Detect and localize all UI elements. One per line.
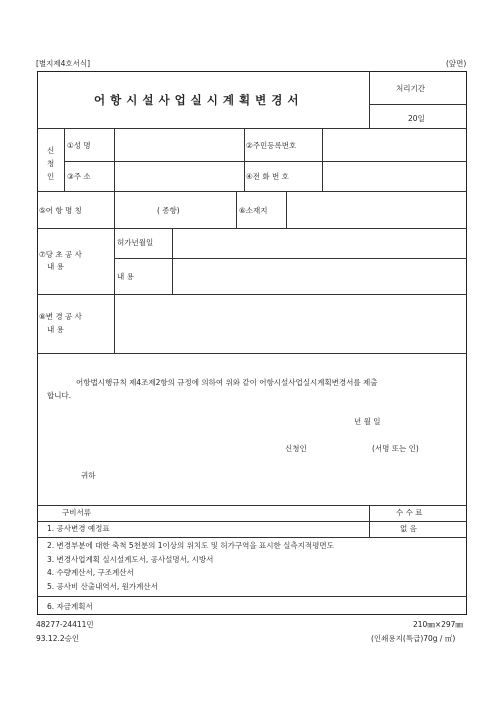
declaration-date: 년 월 일	[354, 417, 381, 426]
original-work-label-1: ⑦당 초 공 사	[39, 250, 82, 259]
applicant-label-1: 신	[47, 146, 55, 155]
page-title: 어 항 시 설 사 업 실 시 계 획 변 경 서	[94, 93, 299, 107]
phone-label: ④전 화 번 호	[246, 172, 289, 181]
document-item: 6. 자금계획서	[47, 602, 93, 611]
name-field[interactable]	[116, 130, 242, 159]
signer-label: 신청인	[285, 444, 307, 453]
applicant-label-3: 인	[47, 172, 55, 181]
original-content-label: 내 용	[117, 272, 134, 281]
recipient-label: 귀하	[81, 471, 96, 480]
processing-period-value: 20일	[408, 114, 425, 123]
original-content-field[interactable]	[174, 260, 465, 292]
document-item: 1. 공사변경 예정표	[47, 524, 110, 533]
address-field[interactable]	[116, 163, 242, 189]
fee-value: 없 음	[400, 524, 417, 533]
location-label: ⑥소재지	[239, 206, 268, 215]
paper-spec: (인쇄용지(특급)70g / ㎡)	[371, 634, 456, 643]
form-number: [별지제4호서식]	[36, 59, 91, 68]
documents-header: 구비서류	[62, 508, 91, 517]
applicant-label-2: 청	[47, 159, 55, 168]
phone-field[interactable]	[324, 163, 465, 189]
change-content-field[interactable]	[116, 296, 465, 351]
permit-date-label: 허가년월일	[117, 238, 154, 247]
declaration-line-2: 합니다.	[47, 391, 72, 400]
name-label: ①성 명	[67, 141, 91, 150]
port-name-value[interactable]: ( 종항)	[157, 206, 180, 215]
page-side: (앞면)	[446, 59, 467, 68]
resident-id-label: ②주민등록번호	[246, 141, 297, 150]
paper-size: 210㎜×297㎜	[413, 620, 463, 629]
location-field[interactable]	[288, 193, 465, 226]
document-item: 3. 변경사업계획 실시설계도서, 공사설명서, 시방서	[47, 555, 214, 564]
resident-id-field[interactable]	[324, 130, 465, 159]
processing-period-label: 처리기간	[396, 84, 425, 93]
document-item: 4. 수량계산서, 구조계산서	[47, 568, 134, 577]
form-code: 48277-24411민	[36, 620, 94, 629]
document-item: 2. 변경부분에 대한 축척 5천분의 1이상의 위치도 및 허가구역을 표시한 실측지적평면도	[47, 541, 334, 550]
signature-placeholder[interactable]: (서명 또는 인)	[372, 444, 419, 453]
port-name-label: ⑤어 항 명 칭	[39, 206, 82, 215]
declaration-line-1: 어항법시행규칙 제4조제2항의 규정에 의하여 위와 같이 어항시설사업실시계획변경서를 제출	[76, 378, 378, 387]
address-label: ③주 소	[67, 172, 91, 181]
document-item: 5. 공사비 산출내역서, 원가계산서	[47, 582, 158, 591]
change-work-label-2: 내 용	[47, 325, 64, 334]
permit-date-field[interactable]	[174, 230, 465, 256]
fee-header: 수 수 료	[396, 508, 423, 517]
approval-date: 93.12.2승인	[36, 634, 80, 643]
original-work-label-2: 내 용	[47, 262, 64, 271]
change-work-label-1: ⑧변 경 공 사	[39, 312, 82, 321]
